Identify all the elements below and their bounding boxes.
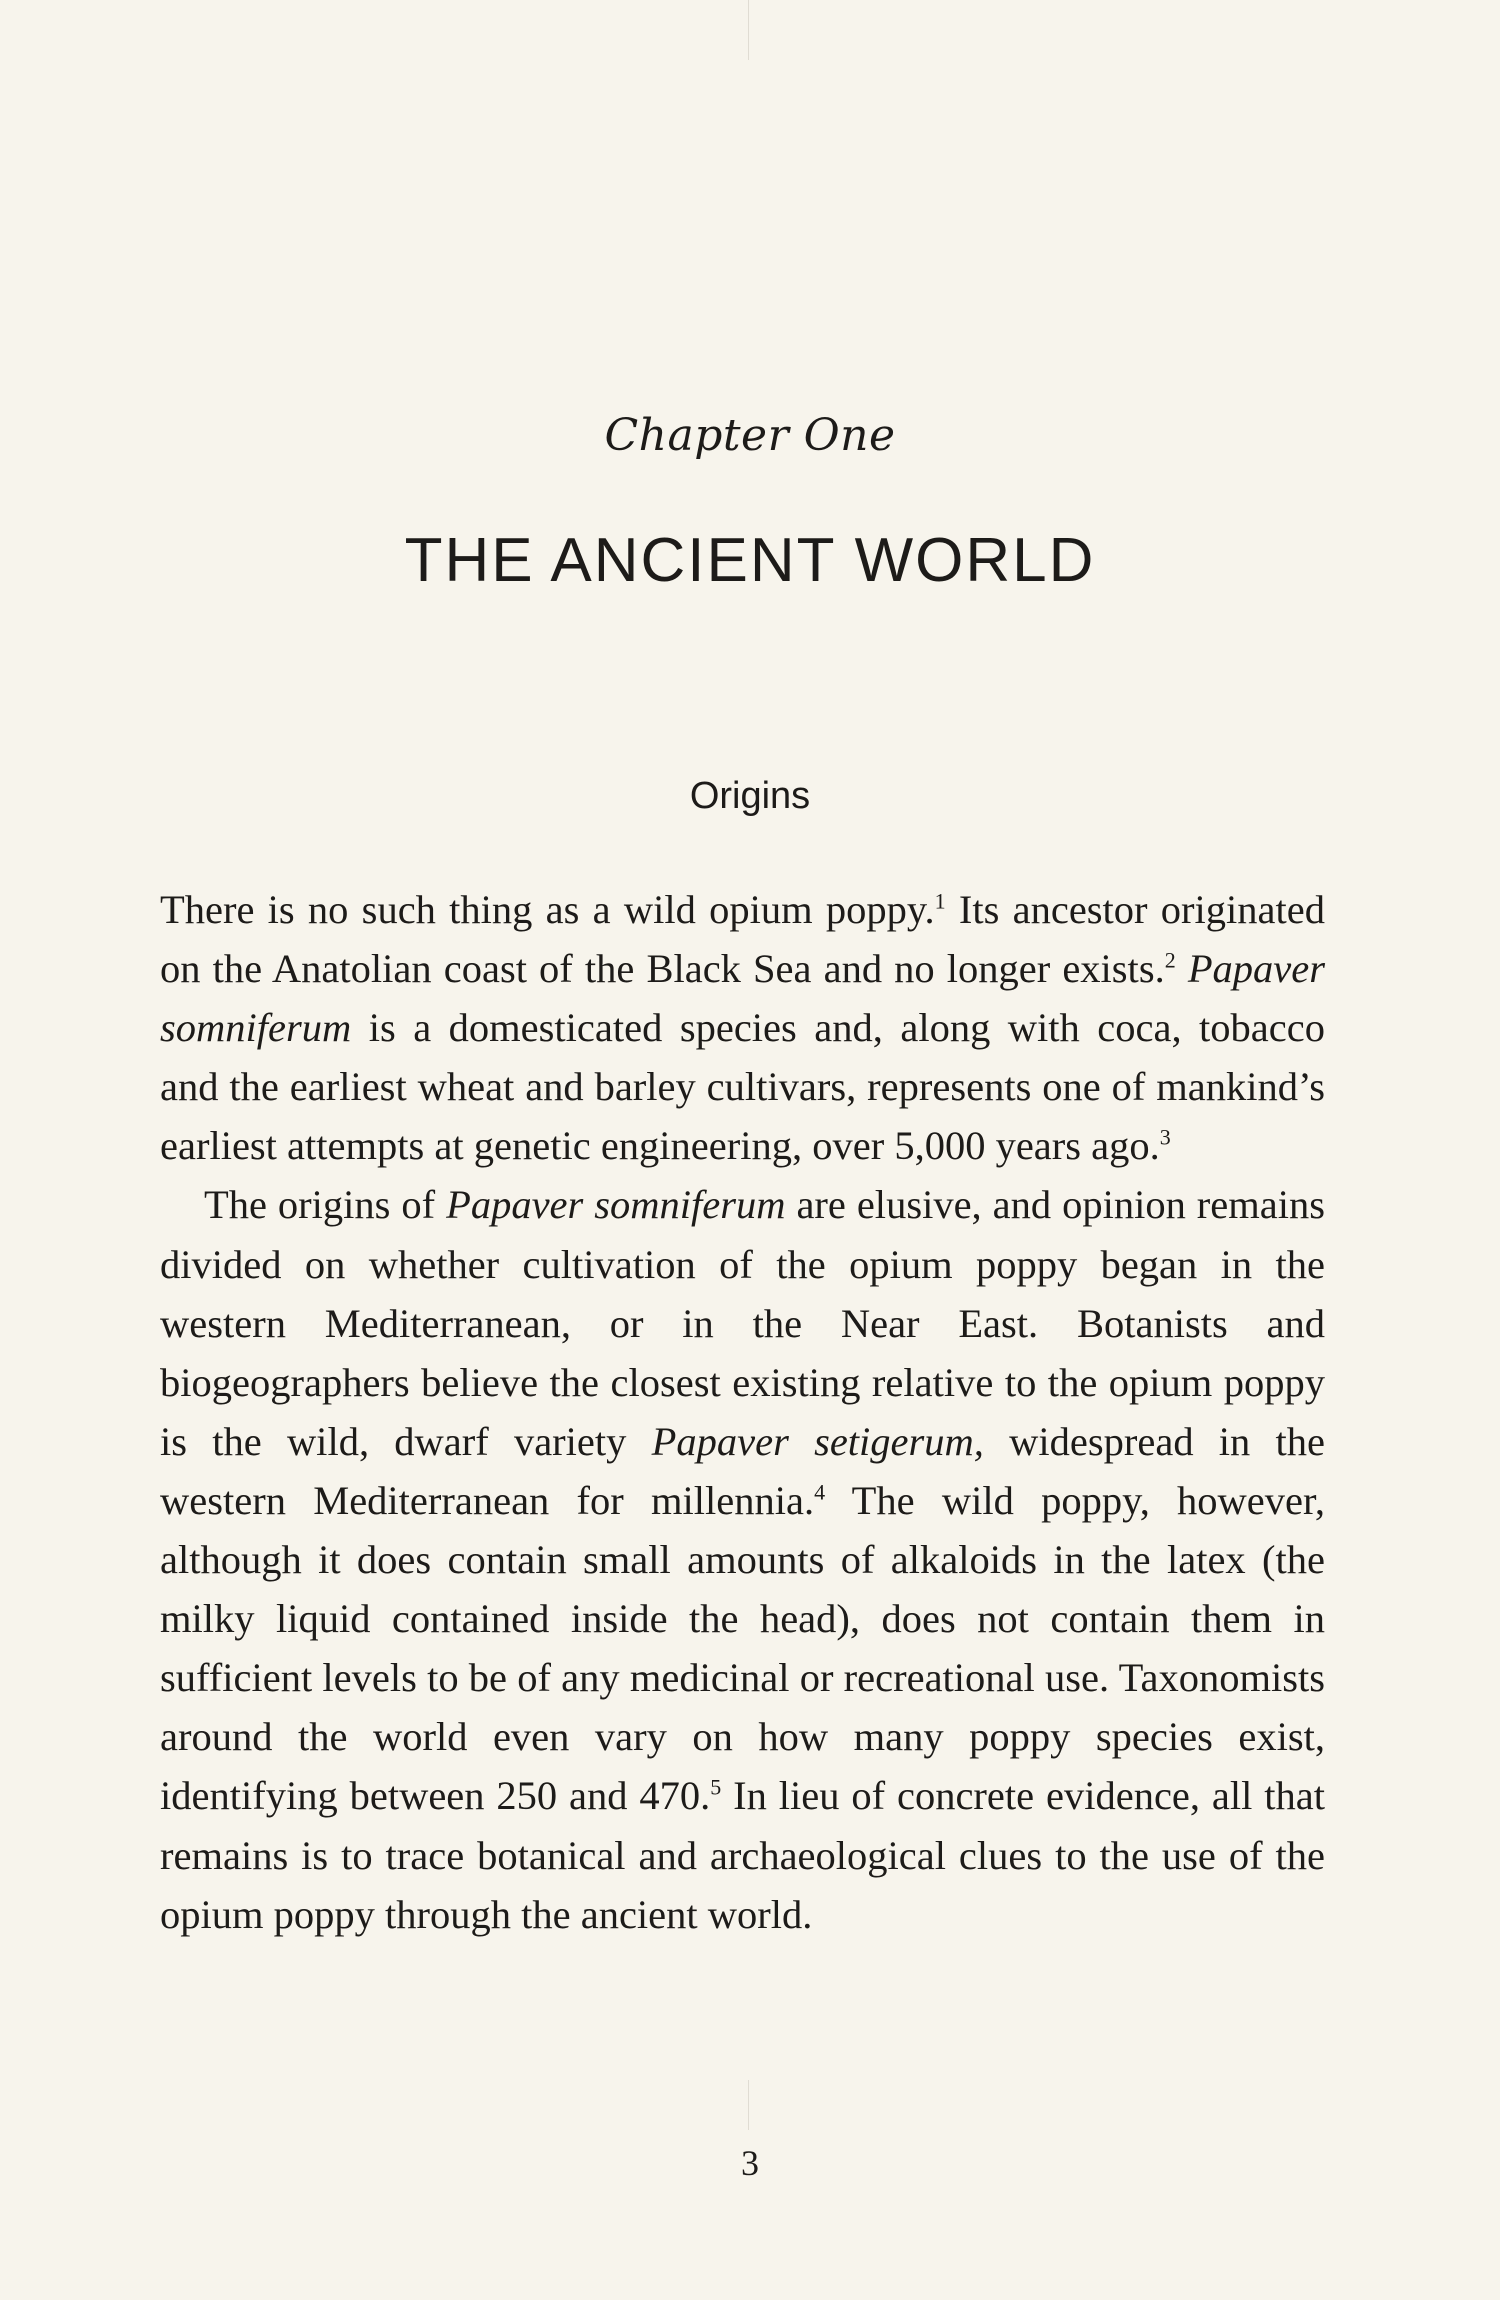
page-number: 3 <box>741 2143 759 2183</box>
paragraph <box>160 880 1325 1175</box>
text-run: Its ancestor originated on the Anatolian coast of the Black Sea and no longer exists. <box>160 887 1325 992</box>
scan-fold-mark <box>748 2080 749 2130</box>
body-text <box>160 880 1325 1944</box>
scan-fold-mark <box>748 0 749 60</box>
chapter-label: Chapter One <box>604 410 896 461</box>
chapter-title: THE ANCIENT WORLD <box>404 526 1096 595</box>
footnote-ref: 4 <box>814 1479 826 1505</box>
italic-term: Papaver setigerum, <box>651 1418 984 1464</box>
footnote-ref: 2 <box>1164 947 1176 973</box>
italic-term: Papaver somniferum <box>160 946 1326 1051</box>
text-run: The origins of <box>204 1182 447 1228</box>
footnote-ref: 3 <box>1159 1124 1171 1150</box>
text-run <box>1176 946 1188 991</box>
text-run: is a domesticated species and, along with coca, tobacco and the earliest wheat and barley cultivars, represents one of mankind’s earliest attempts at genetic engineering, over 5,000 years ago. <box>160 1005 1325 1169</box>
footnote-ref: 5 <box>710 1774 722 1800</box>
text-run: widespread in the western Mediterranean for millennia. <box>160 1418 1325 1523</box>
text-run: There is no such thing as a wild opium poppy. <box>160 887 935 932</box>
text-run: The wild poppy, however, although it does contain small amounts of alkaloids in the latex (the milky liquid contained inside the head), does not contain them in sufficient levels to be of any medicinal or recreational use. Taxonomists around the world even vary on how many poppy species exist, identifying between 250 and 470. <box>160 1477 1325 1819</box>
footnote-ref: 1 <box>934 888 946 914</box>
paragraph <box>160 1175 1325 1943</box>
italic-term: Papaver somniferum <box>446 1182 786 1228</box>
text-run: are elusive, and opinion remains divided on whether cultivation of the opium poppy began in the western Mediterranean, or in the Near East. Botanists and biogeographers believe the closest existing relative to the opium poppy is the wild, dwarf variety <box>160 1182 1325 1464</box>
section-heading: Origins <box>689 775 811 817</box>
text-run: In lieu of concrete evidence, all that remains is to trace botanical and archaeological clues to the use of the opium poppy through the ancient world. <box>160 1773 1325 1937</box>
